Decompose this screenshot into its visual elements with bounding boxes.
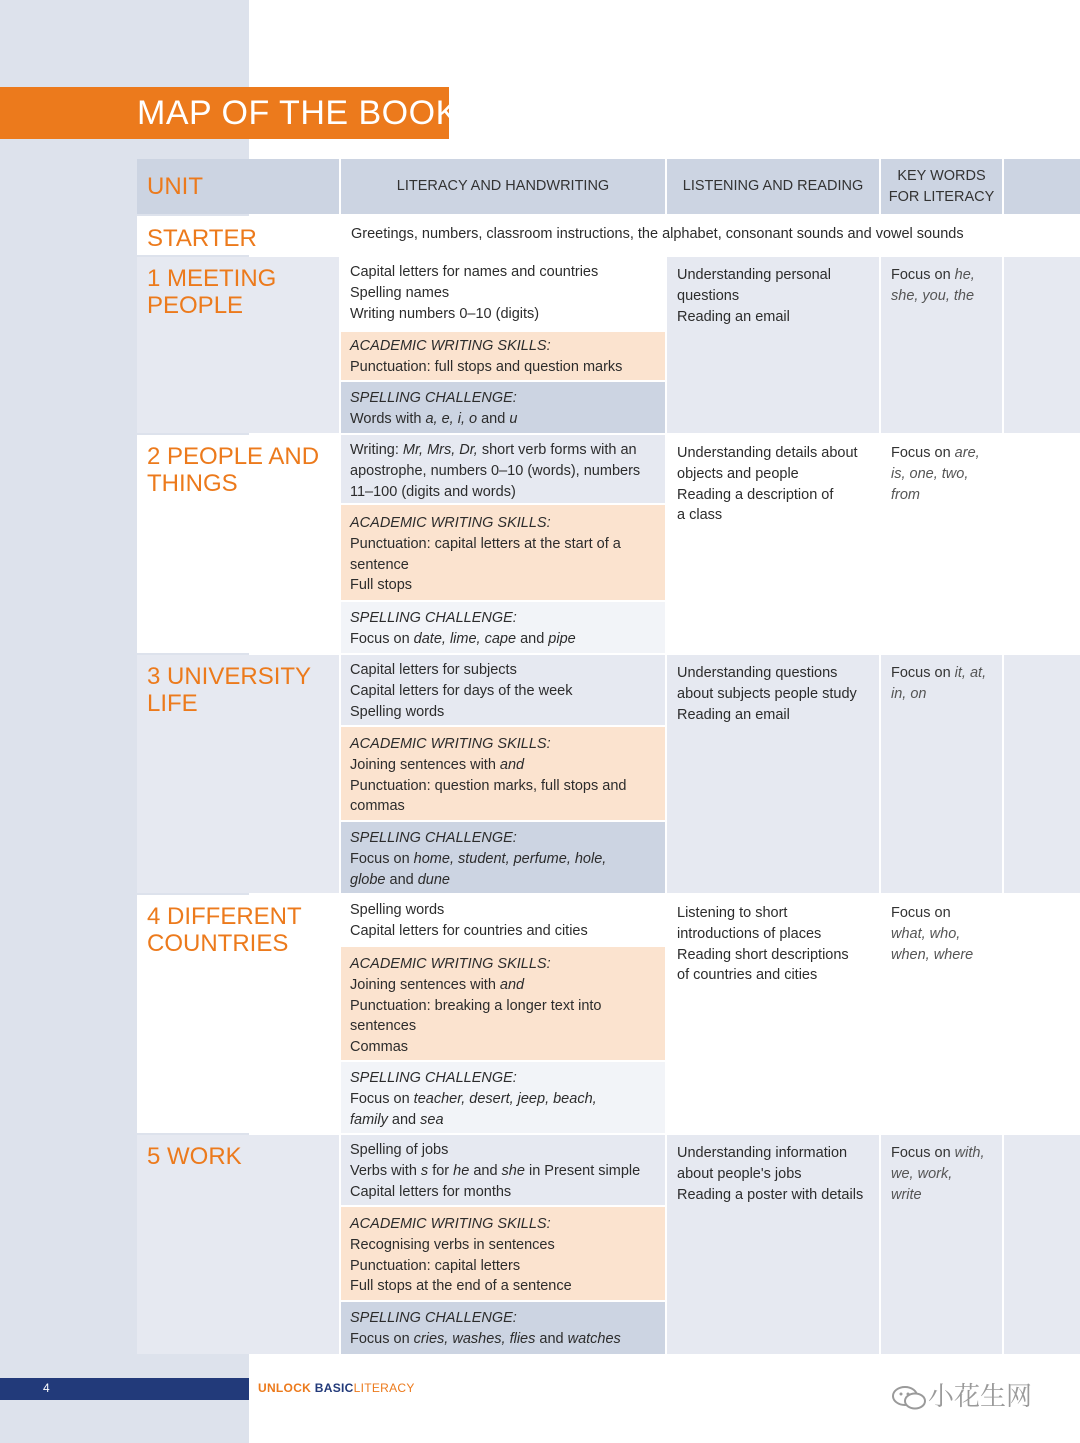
keywords-line (891, 663, 992, 684)
literacy-line: apostrophe, numbers 0–10 (words), numbers (350, 462, 641, 479)
text-span: Focus on (891, 1145, 955, 1161)
text-span: Verbs with (350, 1162, 421, 1179)
italic-word: and (499, 976, 525, 993)
keywords-line (891, 1143, 992, 1164)
listening-line: of countries and cities (677, 967, 818, 984)
literacy-line: Spelling names (350, 284, 450, 301)
unit-1-title (137, 257, 339, 433)
italic-word: globe (350, 871, 386, 888)
academic-writing-heading: ACADEMIC WRITING SKILLS: (350, 1216, 551, 1232)
text-span: Focus on (891, 665, 955, 681)
watermark-text: 小花生网 (928, 1381, 1033, 1411)
text-span: Focus on (891, 267, 955, 283)
unit-1-literacy (341, 257, 665, 330)
literacy-line: 11–100 (digits and words) (350, 483, 516, 500)
listening-line: Understanding details about (677, 445, 858, 461)
text-span: for (428, 1162, 454, 1179)
unit-1-title-line1: 1 MEETING (147, 265, 277, 292)
listening-line: introductions of places (677, 925, 822, 942)
academic-writing-line: Punctuation: capital letters (350, 1257, 521, 1274)
italic-word: she (501, 1162, 525, 1179)
header-keywords (881, 159, 1002, 214)
text-span: and (535, 1330, 568, 1347)
unit-4-spelling-challenge (341, 1062, 665, 1133)
keywords-line (891, 443, 992, 464)
keywords-line: we, work, (891, 1165, 953, 1182)
spelling-challenge-line (350, 629, 656, 650)
unit-2-academic-writing (341, 505, 665, 600)
unit-3-academic-writing (341, 727, 665, 820)
unit-4-title (137, 895, 339, 1133)
unit-2-listening (667, 435, 879, 653)
text-span: and (477, 410, 510, 427)
academic-writing-line: Full stops at the end of a sentence (350, 1278, 572, 1295)
keywords-line: in, on (891, 685, 927, 702)
spelling-challenge-line (350, 1329, 656, 1350)
brand-logo (258, 1381, 415, 1395)
unit-3-listening (667, 655, 879, 893)
text-span: and (385, 871, 418, 888)
brand-basic: BASIC (314, 1381, 354, 1395)
academic-writing-line: commas (350, 798, 405, 815)
italic-word: date, lime, cape (413, 630, 517, 647)
header-literacy: LITERACY AND HANDWRITING (341, 159, 665, 214)
italic-word: pipe (548, 630, 576, 647)
spelling-challenge-line (350, 1089, 656, 1110)
spelling-challenge-line (350, 409, 656, 430)
keywords-line: write (891, 1186, 922, 1203)
unit-1-title-line2: PEOPLE (147, 292, 244, 319)
unit-1-listening (667, 257, 879, 433)
unit-4-academic-writing (341, 947, 665, 1060)
footer-bar (0, 1378, 249, 1400)
listening-line: Understanding information (677, 1145, 848, 1161)
unit-4-extra-column (1004, 895, 1080, 1133)
unit-1-extra-column (1004, 257, 1080, 433)
text-span: and (469, 1162, 502, 1179)
page-number: 4 (43, 1381, 50, 1395)
unit-1-keywords (881, 257, 1002, 433)
spelling-challenge-heading: SPELLING CHALLENGE: (350, 390, 517, 406)
italic-word: he (453, 1162, 470, 1179)
italic-word: he, (954, 267, 975, 283)
text-span: Focus on (891, 445, 955, 461)
spelling-challenge-heading: SPELLING CHALLENGE: (350, 1070, 517, 1086)
watermark (890, 1376, 1032, 1413)
unit-4-title-line2: COUNTRIES (147, 930, 289, 957)
academic-writing-line: Full stops (350, 577, 413, 594)
academic-writing-line (350, 975, 656, 996)
unit-3-title (137, 655, 339, 893)
unit-3-title-line2: LIFE (147, 690, 198, 717)
academic-writing-line: Punctuation: question marks, full stops and (350, 777, 627, 794)
spelling-challenge-heading: SPELLING CHALLENGE: (350, 610, 517, 626)
keywords-line: what, who, (891, 925, 961, 942)
unit-5-extra-column (1004, 1135, 1080, 1354)
text-span: Focus on (350, 850, 414, 867)
academic-writing-heading: ACADEMIC WRITING SKILLS: (350, 956, 551, 972)
spelling-challenge-heading: SPELLING CHALLENGE: (350, 830, 517, 846)
text-span: Focus on (350, 630, 414, 647)
listening-line: a class (677, 507, 723, 524)
text-span: Focus on (350, 1330, 414, 1347)
unit-1-spelling-challenge (341, 382, 665, 433)
literacy-line: Capital letters for countries and cities (350, 922, 588, 939)
literacy-line: Capital letters for months (350, 1183, 512, 1200)
listening-line: Reading an email (677, 706, 790, 723)
academic-writing-line: Recognising verbs in sentences (350, 1236, 555, 1253)
italic-word: it, at, (954, 665, 987, 681)
italic-word: teacher, desert, jeep, beach, (413, 1090, 597, 1107)
spelling-challenge-line (350, 849, 656, 870)
keywords-line: Focus on (891, 905, 951, 921)
unit-2-literacy (341, 435, 665, 503)
unit-2-title-line2: THINGS (147, 470, 238, 497)
academic-writing-heading: ACADEMIC WRITING SKILLS: (350, 515, 551, 531)
unit-3-spelling-challenge (341, 822, 665, 893)
keywords-line (891, 265, 992, 286)
academic-writing-line: sentences (350, 1018, 417, 1035)
listening-line: objects and people (677, 465, 799, 482)
listening-line: Understanding personal (677, 267, 831, 283)
unit-4-keywords (881, 895, 1002, 1133)
academic-writing-heading: ACADEMIC WRITING SKILLS: (350, 736, 551, 752)
keywords-line: she, you, the (891, 287, 975, 304)
unit-4-literacy (341, 895, 665, 945)
header-listening: LISTENING AND READING (667, 159, 879, 214)
listening-line: Listening to short (677, 905, 788, 921)
brand-literacy: LITERACY (353, 1381, 415, 1395)
italic-word: dune (417, 871, 450, 888)
italic-word: home, student, perfume, hole, (413, 850, 607, 867)
unit-5-listening (667, 1135, 879, 1354)
unit-2-title-line1: 2 PEOPLE AND (147, 443, 320, 470)
unit-2-keywords (881, 435, 1002, 653)
academic-writing-line: Punctuation: full stops and question marks (350, 358, 623, 375)
unit-5-spelling-challenge (341, 1302, 665, 1354)
listening-line: questions (677, 287, 740, 304)
text-span: in Present simple (524, 1162, 641, 1179)
italic-word: with, (954, 1145, 985, 1161)
academic-writing-line: Commas (350, 1039, 409, 1056)
literacy-line: Writing numbers 0–10 (digits) (350, 305, 540, 322)
unit-starter: STARTER (137, 216, 339, 255)
wechat-icon (890, 1385, 928, 1411)
literacy-line: Capital letters for subjects (350, 662, 517, 678)
italic-word: are, (954, 445, 980, 461)
text-span: Focus on (350, 1090, 414, 1107)
text-span: Joining sentences with (350, 976, 500, 993)
unit-5-title-line1: 5 WORK (147, 1143, 242, 1170)
text-span: and (516, 630, 549, 647)
unit-4-listening (667, 895, 879, 1133)
page-title: MAP OF THE BOOK (0, 87, 449, 139)
keywords-line: when, where (891, 946, 974, 963)
italic-word: family (350, 1111, 388, 1128)
keywords-line: is, one, two, (891, 465, 969, 482)
listening-line: Reading a description of (677, 486, 834, 503)
header-keywords-line2: FOR LITERACY (888, 188, 995, 205)
text-span: and (387, 1111, 421, 1128)
header-keywords-line1: KEY WORDS (897, 167, 986, 184)
academic-writing-line (350, 755, 656, 776)
unit-3-title-line1: 3 UNIVERSITY (147, 663, 312, 690)
brand-unlock: UNLOCK (258, 1381, 312, 1395)
italic-word: s (420, 1162, 429, 1179)
unit-4-title-line1: 4 DIFFERENT (147, 903, 302, 930)
italic-word: sea (420, 1111, 444, 1128)
literacy-line: Capital letters for names and countries (350, 264, 599, 280)
unit-3-literacy (341, 655, 665, 725)
literacy-line: Spelling of jobs (350, 1142, 449, 1158)
header-unit: UNIT (137, 159, 339, 214)
text-span: Writing: (350, 442, 403, 458)
spelling-challenge-heading: SPELLING CHALLENGE: (350, 1310, 517, 1326)
academic-writing-line: Punctuation: breaking a longer text into (350, 997, 602, 1014)
header-extra (1004, 159, 1080, 214)
starter-description: Greetings, numbers, classroom instructions, the alphabet, consonant sounds and vowel sounds (341, 216, 1080, 255)
academic-writing-line: Punctuation: capital letters at the start of a (350, 535, 621, 552)
unit-5-academic-writing (341, 1207, 665, 1300)
italic-word: watches (567, 1330, 621, 1347)
italic-word: Mr, Mrs, Dr, (402, 442, 478, 458)
listening-line: about people's jobs (677, 1165, 802, 1182)
academic-writing-heading: ACADEMIC WRITING SKILLS: (350, 338, 551, 354)
listening-line: Reading an email (677, 308, 790, 325)
italic-word: u (509, 410, 518, 427)
unit-2-extra-column (1004, 435, 1080, 653)
unit-5-title (137, 1135, 339, 1354)
listening-line: Reading a poster with details (677, 1186, 864, 1203)
italic-word: and (499, 756, 525, 773)
unit-3-keywords (881, 655, 1002, 893)
unit-1-academic-writing (341, 332, 665, 380)
unit-2-spelling-challenge (341, 602, 665, 653)
literacy-line: Spelling words (350, 902, 445, 918)
spelling-challenge-line (350, 870, 656, 891)
listening-line: Reading short descriptions (677, 946, 849, 963)
unit-3-extra-column (1004, 655, 1080, 893)
italic-word: a, e, i, o (425, 410, 478, 427)
literacy-line: Capital letters for days of the week (350, 682, 573, 699)
text-span: Joining sentences with (350, 756, 500, 773)
keywords-line: from (891, 486, 920, 503)
text-span: Words with (350, 410, 426, 427)
spelling-challenge-line (350, 1110, 656, 1131)
unit-2-title (137, 435, 339, 653)
listening-line: about subjects people study (677, 685, 857, 702)
literacy-line: Spelling words (350, 703, 445, 720)
academic-writing-line: sentence (350, 556, 409, 573)
italic-word: cries, washes, flies (413, 1330, 536, 1347)
literacy-line (350, 1161, 656, 1182)
listening-line: Understanding questions (677, 665, 838, 681)
text-span: short verb forms with an (477, 442, 637, 458)
unit-5-literacy (341, 1135, 665, 1205)
literacy-line (350, 440, 656, 461)
unit-5-keywords (881, 1135, 1002, 1354)
